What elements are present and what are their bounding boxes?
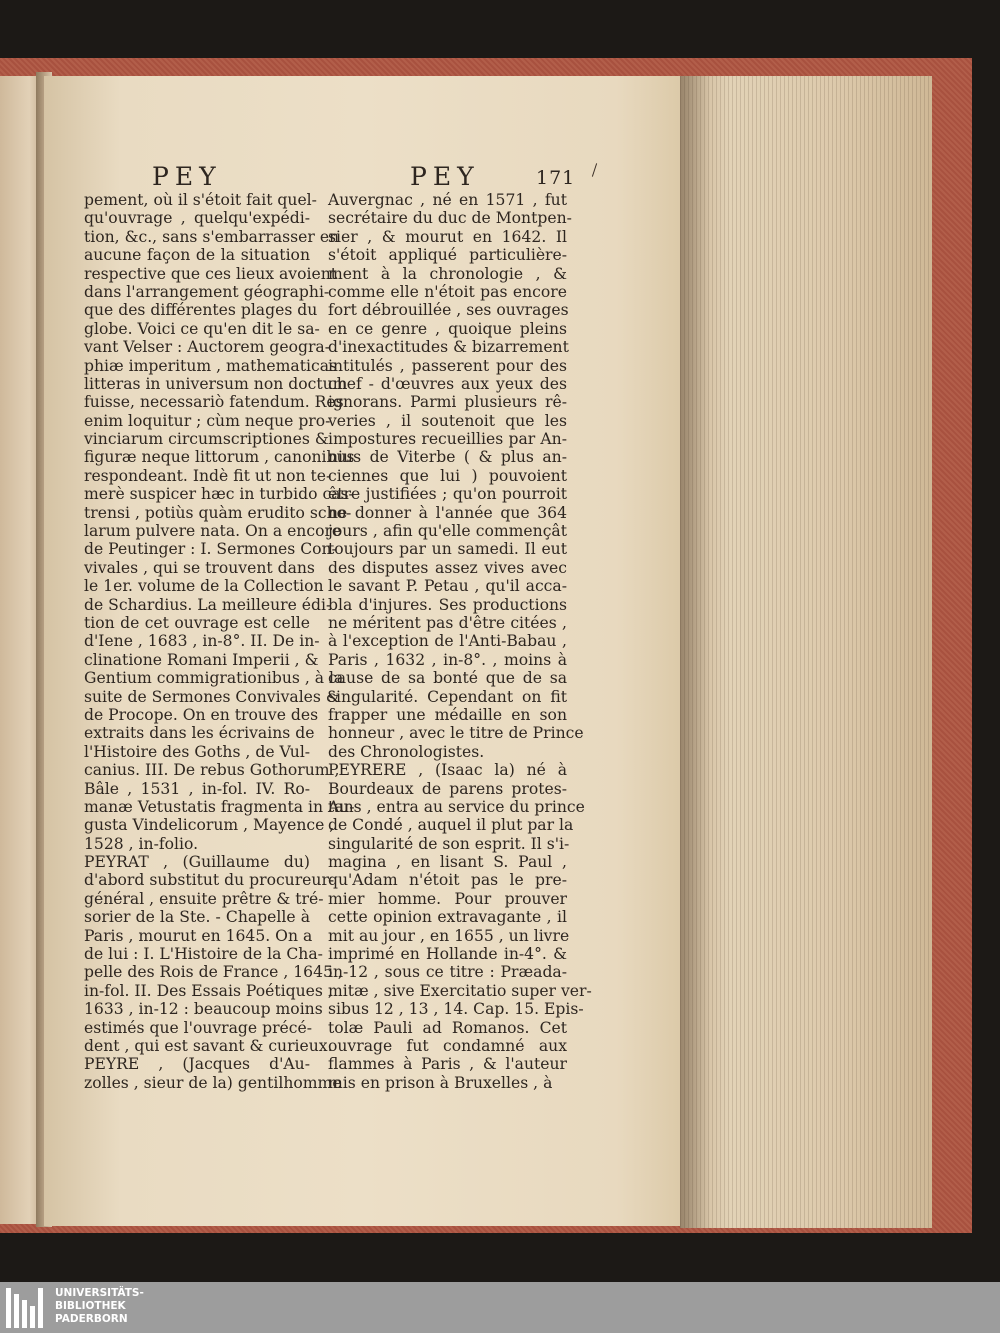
page-block-shadow (680, 76, 710, 1228)
text-line: PEYRE , (Jacques d'Au- (84, 1055, 310, 1074)
text-line: de Condé , auquel il plut par la (328, 816, 574, 835)
text-line: mit au jour , en 1655 , un livre (328, 926, 570, 945)
text-line: PEYRAT , (Guillaume du) (84, 853, 310, 872)
text-line: 1633 , in-12 : beaucoup moins (84, 1000, 323, 1019)
text-line: singularité. Cependant on fit (328, 687, 567, 706)
text-line: impostures recueillies par An- (328, 430, 567, 449)
text-line: magina , en lisant S. Paul , (328, 853, 567, 872)
logo-line: PADERBORN (55, 1313, 128, 1325)
text-line: pelle des Rois de France , 1645 , (84, 963, 343, 982)
page-block-edges (680, 76, 932, 1228)
text-line: être justifiées ; qu'on pourroit (328, 485, 567, 504)
text-line: mier homme. Pour prouver (328, 889, 567, 908)
text-line: que des différentes plages du (84, 301, 318, 320)
text-line: suite de Sermones Convivales & (84, 687, 340, 706)
text-line: pement, où il s'étoit fait quel- (84, 191, 317, 209)
text-line: ne donner à l'année que 364 (328, 503, 567, 522)
text-line: sorier de la Ste. - Chapelle à (84, 908, 310, 927)
text-line: manæ Vetustatis fragmenta in Au- (84, 797, 355, 816)
text-line: d'abord substitut du procureur- (84, 871, 335, 890)
text-line: in-fol. II. Des Essais Poétiques , (84, 981, 333, 1000)
text-line: gusta Vindelicorum , Mayence , (84, 816, 335, 835)
text-line: trensi , potiùs quàm erudito scho- (84, 503, 352, 522)
text-line: ciennes que lui ) pouvoient (328, 466, 567, 485)
text-line: frapper une médaille en son (328, 705, 567, 724)
text-line: respondeant. Indè fit ut non te- (84, 466, 332, 485)
library-footer (0, 1282, 1000, 1333)
text-column-right (328, 191, 592, 1092)
text-line: d'inexactitudes & bizarrement (328, 338, 569, 357)
text-line: ouvrage fut condamné aux (328, 1036, 567, 1055)
text-line: veries , il soutenoit que les (328, 411, 567, 430)
text-line: tion, &c., sans s'embarrasser en (84, 227, 340, 246)
text-line: estimés que l'ouvrage précé- (84, 1018, 312, 1037)
text-line: litteras in universum non doctum (84, 374, 348, 393)
text-line: respective que ces lieux avoient (84, 264, 338, 283)
text-line: toujours par un samedi. Il eut (328, 540, 567, 559)
text-line: le savant P. Petau , qu'il acca- (328, 577, 567, 596)
text-line: honneur , avec le titre de Prince (328, 724, 584, 743)
text-line: mis en prison à Bruxelles , à (328, 1073, 553, 1092)
text-line: des Chronologistes. (328, 742, 485, 761)
text-line: général , ensuite prêtre & tré- (84, 889, 324, 908)
text-line: comme elle n'étoit pas encore (328, 282, 567, 301)
running-head-right: PEY (410, 162, 480, 191)
text-line: extraits dans les écrivains de (84, 724, 315, 743)
text-line: tolæ Pauli ad Romanos. Cet (328, 1018, 567, 1037)
text-line: phiæ imperitum , mathematicas (84, 356, 338, 375)
text-line: chef - d'œuvres aux yeux des (328, 374, 567, 393)
text-line: clinatione Romani Imperii , & (84, 650, 319, 669)
text-line: PEYRERE , (Isaac la) né à (328, 761, 567, 780)
text-line: mitæ , sive Exercitatio super ver- (328, 981, 592, 1000)
text-line: Auvergnac , né en 1571 , fut (328, 191, 567, 209)
text-line: singularité de son esprit. Il s'i- (328, 834, 570, 853)
text-line: aucune façon de la situation (84, 246, 310, 265)
text-line: globe. Voici ce qu'en dit le sa- (84, 319, 320, 338)
text-line: figuræ neque littorum , canonibus (84, 448, 355, 467)
text-line: enim loquitur ; cùm neque pro- (84, 411, 331, 430)
text-line: de Procope. On en trouve des (84, 705, 319, 724)
text-line: sier , & mourut en 1642. Il (328, 227, 567, 246)
library-logo-text (55, 1287, 144, 1326)
text-line: nius de Viterbe ( & plus an- (328, 448, 567, 467)
text-line: sibus 12 , 13 , 14. Cap. 15. Epis- (328, 1000, 584, 1019)
text-line: 1528 , in-folio. (84, 834, 199, 853)
text-line: ne méritent pas d'être citées , (328, 613, 567, 632)
running-head-left: PEY (152, 162, 222, 191)
text-line: Paris , 1632 , in-8°. , moins à (328, 650, 567, 669)
text-line: secrétaire du duc de Montpen- (328, 209, 572, 228)
text-line: bla d'injures. Ses productions (328, 595, 567, 614)
text-line: des disputes assez vives avec (328, 558, 567, 577)
text-line: flammes à Paris , & l'auteur (328, 1055, 567, 1074)
text-line: fort débrouillée , ses ouvrages (328, 301, 569, 320)
text-line: ment à la chronologie , & (328, 264, 567, 283)
logo-line: BIBLIOTHEK (55, 1300, 126, 1312)
text-line: imprimé en Hollande in-4°. & (328, 945, 567, 964)
text-line: le 1er. volume de la Collection (84, 577, 324, 596)
text-line: de Schardius. La meilleure édi- (84, 595, 332, 614)
text-line: cette opinion extravagante , il (328, 908, 567, 927)
text-line: en ce genre , quoique pleins (328, 319, 567, 338)
text-line: zolles , sieur de la) gentilhomme (84, 1073, 342, 1092)
text-line: jours , afin qu'elle commençât (328, 522, 567, 541)
page-number: 171 (536, 167, 576, 189)
text-line: de Peutinger : I. Sermones Con- (84, 540, 337, 559)
text-line: qu'Adam n'étoit pas le pre- (328, 871, 567, 890)
text-line: Bâle , 1531 , in-fol. IV. Ro- (84, 779, 310, 798)
text-line: ignorans. Parmi plusieurs rê- (328, 393, 567, 412)
text-line: Gentium commigrationibus , à la (84, 669, 344, 688)
text-line: s'étoit appliqué particulière- (328, 246, 567, 265)
text-line: vivales , qui se trouvent dans (84, 558, 315, 577)
text-line: de lui : I. L'Histoire de la Cha- (84, 945, 323, 964)
text-line: à l'exception de l'Anti-Babau , (328, 632, 567, 651)
library-logo-icon (6, 1288, 50, 1328)
text-line: Bourdeaux de parens protes- (328, 779, 567, 798)
text-line: canius. III. De rebus Gothorum , (84, 761, 340, 780)
text-line: vant Velser : Auctorem geogra- (84, 338, 330, 357)
text-line: vinciarum circumscriptiones & (84, 430, 329, 449)
text-line: merè suspicer hæc in turbido cas- (84, 485, 354, 504)
text-line: qu'ouvrage , quelqu'expédi- (84, 209, 310, 228)
logo-line: UNIVERSITÄTS- (55, 1287, 144, 1299)
text-column-left (84, 191, 355, 1092)
text-line: dans l'arrangement géographi- (84, 282, 330, 301)
text-line: l'Histoire des Goths , de Vul- (84, 742, 311, 761)
text-line: d'Iene , 1683 , in-8°. II. De in- (84, 632, 320, 651)
text-line: in-12 , sous ce titre : Præada- (328, 963, 567, 982)
text-line: fuisse, necessariò fatendum. Res (84, 393, 344, 412)
text-line: intitulés , passerent pour des (328, 356, 567, 375)
text-line: Paris , mourut en 1645. On a (84, 926, 313, 945)
text-line: tans , entra au service du prince (328, 797, 585, 816)
text-line: tion de cet ouvrage est celle (84, 613, 310, 632)
text-line: dent , qui est savant & curieux. (84, 1036, 333, 1055)
text-line: larum pulvere nata. On a encore (84, 522, 342, 541)
text-line: cause de sa bonté que de sa (328, 669, 567, 688)
